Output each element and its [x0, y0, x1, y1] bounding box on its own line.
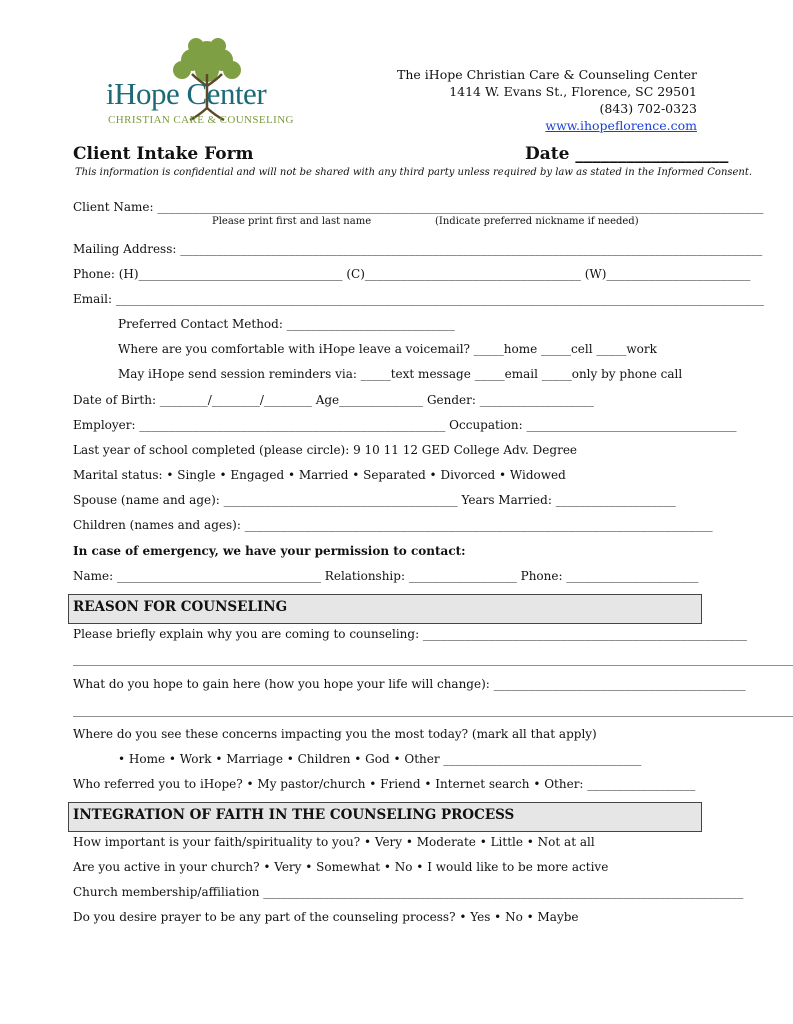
- form-title: Client Intake Form: [73, 144, 254, 164]
- concerns-options[interactable]: • Home • Work • Marriage • Children • God • Other _________________________________: [118, 752, 642, 766]
- mailing-address-field[interactable]: Mailing Address: _________________________________________________________________________________________________: [73, 242, 763, 256]
- reason-heading: REASON FOR COUNSELING: [73, 599, 288, 615]
- faith-importance-field[interactable]: How important is your faith/spirituality to you? • Very • Moderate • Little • Not at all: [73, 835, 595, 849]
- reason-line-2[interactable]: ________________________________________________________________________________________________________________________: [73, 703, 793, 717]
- church-membership-field[interactable]: Church membership/affiliation ________________________________________________________________________________: [73, 885, 744, 899]
- contact-method-field[interactable]: Preferred Contact Method: ____________________________: [118, 317, 455, 331]
- client-name-field[interactable]: Client Name: _____________________________________________________________________________________________________: [73, 200, 764, 214]
- emergency-heading: In case of emergency, we have your permission to contact:: [73, 544, 466, 558]
- reason-section-header: [68, 594, 702, 624]
- logo: [106, 36, 312, 132]
- concerns-question: Where do you see these concerns impacting you the most today? (mark all that apply): [73, 727, 597, 741]
- client-name-hint: Please print first and last name: [212, 216, 372, 227]
- org-info: [397, 66, 697, 134]
- nickname-hint: (Indicate preferred nickname if needed): [435, 216, 639, 227]
- school-field[interactable]: Last year of school completed (please circle): 9 10 11 12 GED College Adv. Degree: [73, 443, 578, 457]
- referral-field[interactable]: Who referred you to iHope? • My pastor/church • Friend • Internet search • Other: __________________: [73, 777, 696, 791]
- employer-field[interactable]: Employer: ___________________________________________________ Occupation: ___________________________________: [73, 418, 737, 432]
- email-field[interactable]: Email: ____________________________________________________________________________________________________________: [73, 292, 764, 306]
- reminders-field[interactable]: May iHope send session reminders via: _____text message _____email _____only by phone call: [118, 367, 683, 381]
- voicemail-field[interactable]: Where are you comfortable with iHope leave a voicemail? _____home _____cell _____work: [118, 342, 657, 356]
- org-address: 1414 W. Evans St., Florence, SC 29501: [449, 84, 697, 99]
- emergency-contact-field[interactable]: Name: __________________________________ Relationship: __________________ Phone: ______________________: [73, 569, 699, 583]
- confidential-note: This information is confidential and will not be shared with any third party unless required by law as stated in the Informed Consent.: [75, 167, 753, 178]
- logo-brand: iHope Center: [106, 76, 267, 111]
- org-name: The iHope Christian Care & Counseling Center: [397, 67, 697, 82]
- reason-line-1[interactable]: ________________________________________________________________________________________________________________________: [73, 652, 793, 666]
- prayer-field[interactable]: Do you desire prayer to be any part of the counseling process? • Yes • No • Maybe: [73, 910, 579, 924]
- marital-status-field[interactable]: Marital status: • Single • Engaged • Married • Separated • Divorced • Widowed: [73, 468, 566, 482]
- faith-heading: INTEGRATION OF FAITH IN THE COUNSELING PROCESS: [73, 807, 515, 823]
- children-field[interactable]: Children (names and ages): ______________________________________________________________________________: [73, 518, 713, 532]
- org-phone: (843) 702-0323: [599, 101, 697, 116]
- date-field[interactable]: Date __________________: [525, 144, 729, 164]
- phone-field[interactable]: Phone: (H)__________________________________ (C)____________________________________ (W)________________________: [73, 267, 751, 281]
- spouse-field[interactable]: Spouse (name and age): _______________________________________ Years Married: ____________________: [73, 493, 676, 507]
- hope-to-gain-field[interactable]: What do you hope to gain here (how you hope your life will change): __________________________________________: [73, 677, 746, 691]
- dob-field[interactable]: Date of Birth: ________/________/________ Age______________ Gender: ___________________: [73, 393, 594, 407]
- faith-section-header: [68, 802, 702, 832]
- website-link[interactable]: www.ihopeflorence.com: [545, 118, 697, 133]
- church-active-field[interactable]: Are you active in your church? • Very • Somewhat • No • I would like to be more active: [73, 860, 609, 874]
- reason-explain-field[interactable]: Please briefly explain why you are coming to counseling: ______________________________________________________: [73, 627, 747, 641]
- logo-tagline: CHRISTIAN CARE & COUNSELING: [108, 114, 294, 126]
